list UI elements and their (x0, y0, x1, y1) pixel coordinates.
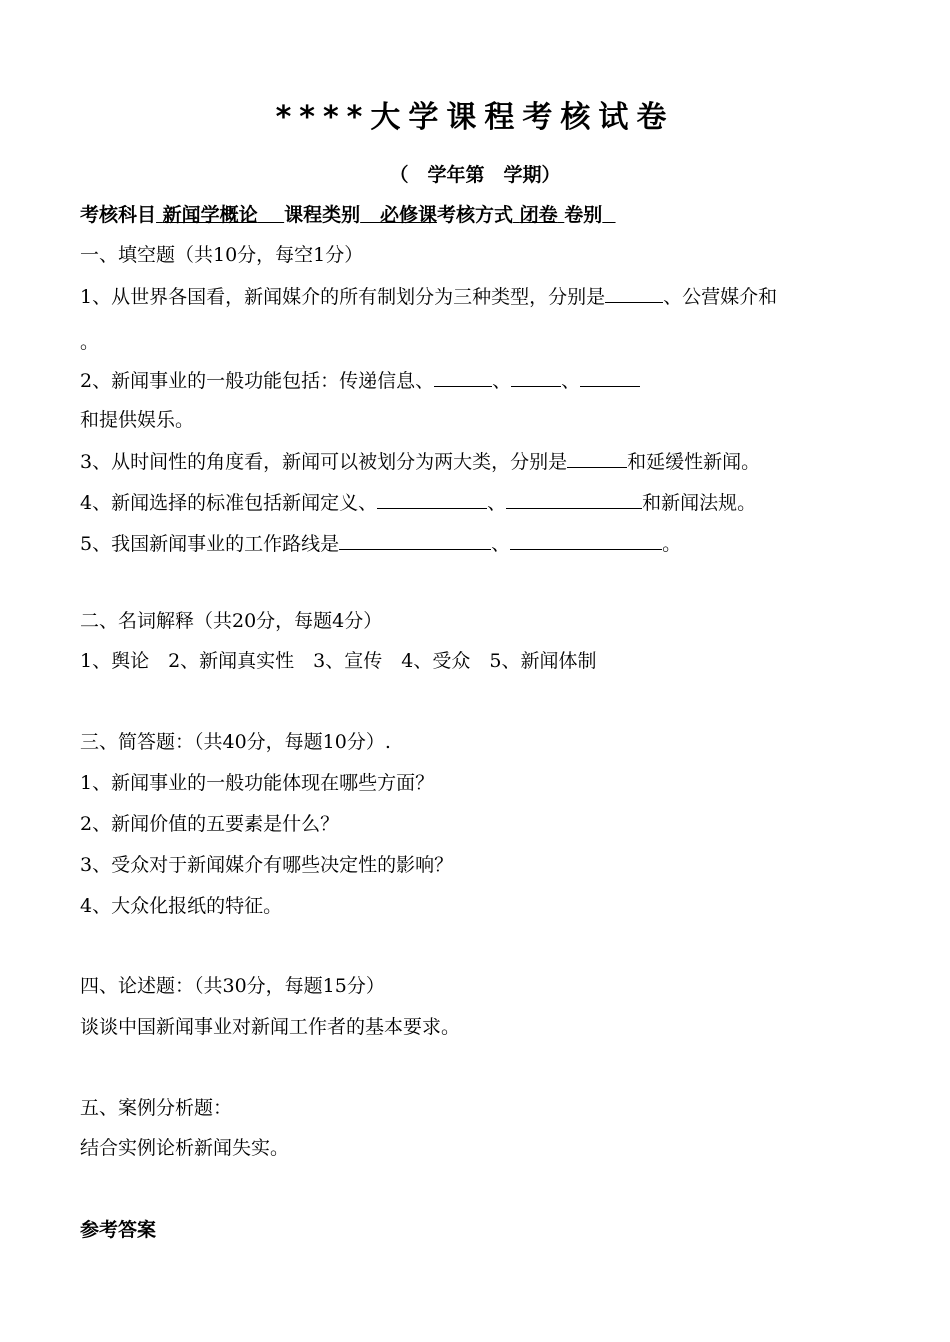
question-3-1: 1、新闻事业的一般功能体现在哪些方面？ (80, 772, 435, 794)
method-label: 考核方式 (437, 204, 514, 226)
answer-blank[interactable] (567, 449, 627, 468)
question-1-4: 4、新闻选择的标准包括新闻定义、 、 和新闻法规。 (80, 492, 757, 514)
answer-blank[interactable] (506, 490, 642, 509)
paper-value (602, 204, 615, 226)
question-3-3: 3、受众对于新闻媒介有哪些决定性的影响？ (80, 854, 454, 876)
subject-label: 考核科目 (80, 204, 157, 226)
question-1-2: 2、新闻事业的一般功能包括：传递信息、 、 、 (80, 368, 640, 393)
exam-subtitle: （ 学年第 学期） (389, 164, 561, 186)
answer-blank[interactable] (434, 368, 492, 387)
answer-heading: 参考答案 (80, 1219, 157, 1241)
question-5-1: 结合实例论析新闻失实。 (80, 1137, 290, 1159)
exam-info-line (80, 203, 616, 227)
section-4-heading: 四、论述题：（共30分，每题15分） (80, 975, 385, 997)
section-2-items: 1、舆论 2、新闻真实性 3、宣传 4、受众 5、新闻体制 (80, 650, 597, 672)
section-2-heading: 二、名词解释（共20分，每题4分） (80, 610, 383, 632)
answer-blank[interactable] (580, 368, 640, 387)
answer-blank[interactable] (510, 531, 662, 550)
section-5-heading: 五、案例分析题： (80, 1097, 233, 1119)
question-4-1: 谈谈中国新闻事业对新闻工作者的基本要求。 (80, 1016, 461, 1038)
section-3-heading: 三、简答题：（共40分，每题10分）. (80, 731, 391, 753)
question-1-2-end: 和提供娱乐。 (80, 409, 195, 431)
question-3-4: 4、大众化报纸的特征。 (80, 895, 283, 917)
question-1-5: 5、我国新闻事业的工作路线是 、 。 (80, 533, 682, 555)
answer-blank[interactable] (377, 490, 487, 509)
question-1-1: 1、从世界各国看，新闻媒介的所有制划分为三种类型，分别是 、公营媒介和 (80, 286, 778, 308)
question-1-3: 3、从时间性的角度看，新闻可以被划分为两大类，分别是 和延缓性新闻。 (80, 451, 761, 473)
paper-label: 卷别 (564, 204, 603, 226)
exam-title: ****大学课程考核试卷 (275, 100, 675, 135)
section-1-heading: 一、填空题（共10分，每空1分） (80, 244, 364, 266)
method-value: 闭卷 (519, 204, 558, 226)
answer-blank[interactable] (339, 531, 491, 550)
category-value: 必修课 (380, 204, 438, 226)
category-label: 课程类别 (284, 204, 361, 226)
answer-blank[interactable] (511, 368, 561, 387)
question-1-1-end: 。 (80, 331, 100, 353)
subject-value: 新闻学概论 (162, 204, 258, 226)
question-3-2: 2、新闻价值的五要素是什么？ (80, 813, 340, 835)
answer-blank[interactable] (605, 284, 663, 303)
